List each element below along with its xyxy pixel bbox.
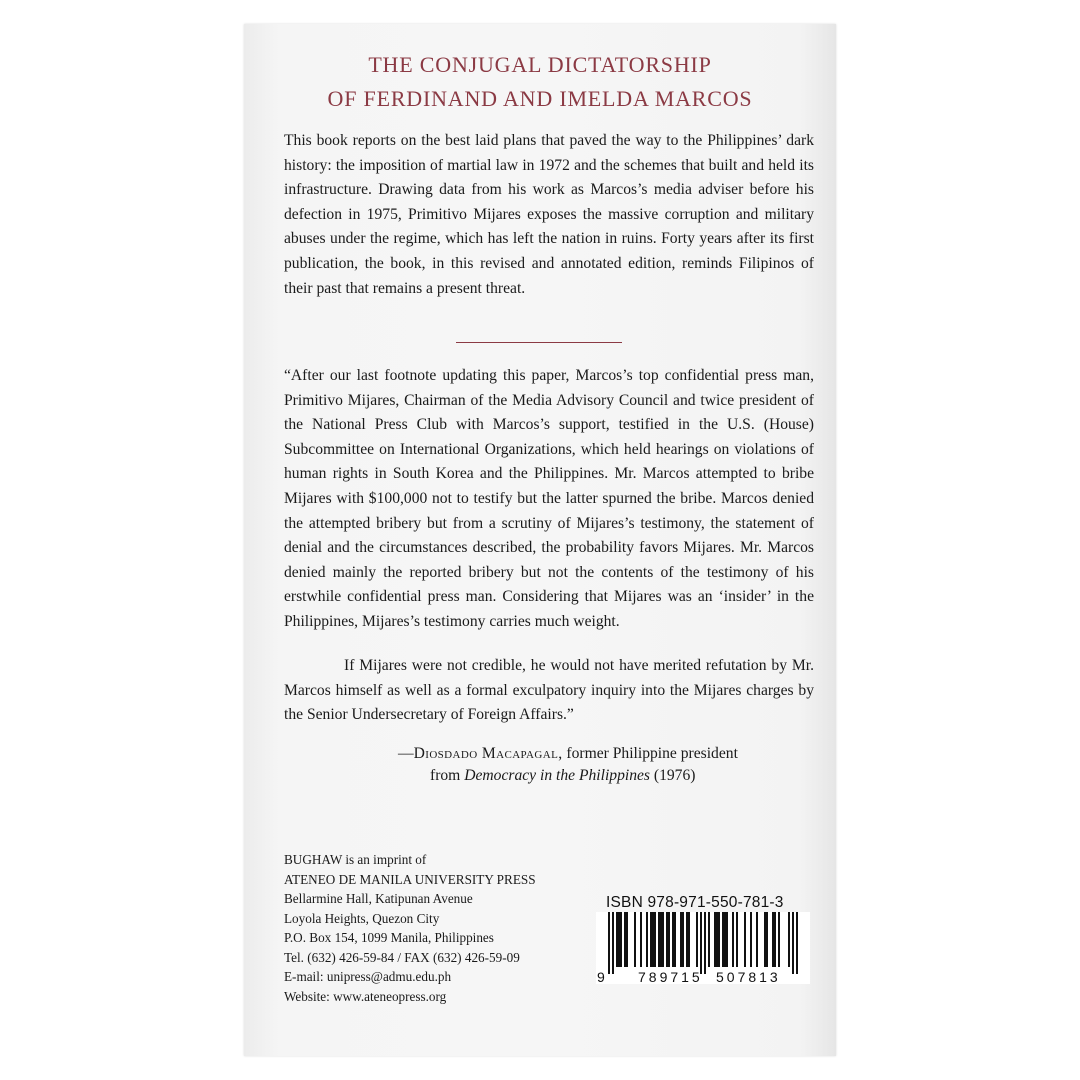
divider-rule [456, 342, 622, 343]
barcode-bar [658, 912, 660, 967]
source-from: from [430, 767, 465, 784]
barcode-bar [616, 912, 618, 967]
title-line-1: THE CONJUGAL DICTATORSHIP [368, 52, 712, 77]
barcode-bar [688, 912, 690, 967]
barcode-bar [626, 912, 628, 967]
imprint-line: Website: www.ateneopress.org [284, 988, 447, 1004]
book-title [244, 48, 836, 116]
isbn-label: ISBN 978-971-550-781-3 [606, 894, 784, 911]
imprint-line: ATENEO DE MANILA UNIVERSITY PRESS [284, 871, 536, 887]
source-title: Democracy in the Philippines [464, 767, 650, 784]
barcode-bar [778, 912, 780, 967]
barcode-bar [774, 912, 776, 967]
attribution-dash: — [398, 745, 414, 762]
barcode-bar [716, 912, 718, 967]
barcode-bar [736, 912, 738, 967]
barcode-bar [660, 912, 662, 967]
barcode-bar [618, 912, 620, 967]
barcode-bar [654, 912, 656, 967]
imprint-line: Loyola Heights, Quezon City [284, 910, 440, 926]
attribution-name: Diosdado Macapagal, [413, 745, 563, 762]
barcode-bar [624, 912, 626, 967]
barcode-digits-right: 507813 [716, 969, 781, 984]
barcode-bar [650, 912, 652, 967]
barcode-bar [696, 912, 698, 967]
barcode-bar [704, 912, 706, 974]
barcode-bar [682, 912, 684, 967]
barcode-bar [652, 912, 654, 967]
barcode-bar [674, 912, 676, 967]
barcode-digits-left: 789715 [638, 969, 703, 984]
barcode-bar [646, 912, 648, 967]
attribution-role: former Philippine president [562, 745, 738, 762]
barcode-bar [724, 912, 726, 967]
barcode-bar [796, 912, 798, 974]
barcode-bar [764, 912, 766, 967]
barcode-bar [612, 912, 614, 974]
barcode-bar [726, 912, 728, 967]
barcode-bar [686, 912, 688, 967]
barcode-bar [722, 912, 724, 967]
source-year: (1976) [650, 767, 696, 784]
barcode-bar [700, 912, 702, 974]
barcode-bar [666, 912, 668, 967]
book-back-cover [244, 24, 836, 1056]
barcode-bar [756, 912, 758, 967]
publisher-imprint [284, 850, 614, 1006]
barcode-bar [744, 912, 746, 967]
title-line-2: OF FERDINAND AND IMELDA MARCOS [327, 86, 753, 111]
quote-paragraph-1: “After our last footnote updating this paper, Marcos’s top confidential press man, Primitivo Mijares, Chairman of the Media Advisory Council and twice president of the National Press Club with Marcos’s support, testified in the U.S. (House) Subcommittee on International Organizations, which held hearings on violations of human rights in South Korea and the Philippines. Mr. Marcos attempted to bribe Mijares with $100,000 not to testify but the latter spurned the bribe. Marcos denied the attempted bribery but from a scrutiny of Mijares’s testimony, the statement of denial and the circumstances described, the probability favors Mijares. Mr. Marcos denied mainly the reported bribery but not the contents of the testimony of his erstwhile confidential press man. Considering that Mijares was an ‘insider’ in the Philippines, Mijares’s testimony carries much weight. [284, 367, 814, 630]
barcode-bar [640, 912, 642, 967]
imprint-line: E-mail: unipress@admu.edu.ph [284, 969, 452, 984]
barcode-digit-first: 9 [597, 969, 605, 984]
barcode-bar [732, 912, 734, 967]
imprint-line: Bellarmine Hall, Katipunan Avenue [284, 891, 473, 906]
quote-paragraph-2: If Mijares were not credible, he would not have merited refutation by Mr. Marcos himself as well as a formal exculpatory inquiry into the Mijares charges by the Senior Undersecretary of Foreign Affairs.” [284, 657, 814, 724]
barcode-bar [718, 912, 720, 967]
barcode-bar [792, 912, 794, 974]
barcode-bar [766, 912, 768, 967]
blurb-paragraph: This book reports on the best laid plans that paved the way to the Philippines’ dark history: the imposition of martial law in 1972 and the schemes that built and held its infrastructure. Drawing data from his work as Marcos’s media adviser before his defection in 1975, Primitivo Mijares exposes the massive corruption and military abuses under the regime, which has left the nation in ruins. Forty years after its first publication, the book, in this revised and annotated edition, reminds Filipinos of their past that remains a present threat. [284, 132, 814, 297]
barcode-bar [708, 912, 710, 967]
barcode-bar [672, 912, 674, 967]
barcode-bar [714, 912, 716, 967]
barcode-bar [608, 912, 610, 974]
attribution-source [398, 765, 818, 787]
barcode-bar [788, 912, 790, 967]
quote-attribution [398, 743, 818, 787]
barcode-bar [620, 912, 622, 967]
imprint-line: BUGHAW is an imprint of [284, 852, 427, 867]
barcode-bar [662, 912, 664, 967]
imprint-line: Tel. (632) 426-59-84 / FAX (632) 426-59-09 [284, 949, 520, 965]
barcode [596, 912, 810, 984]
barcode-bar [668, 912, 670, 967]
barcode-bar [680, 912, 682, 967]
barcode-bar [634, 912, 636, 967]
imprint-line: P.O. Box 154, 1099 Manila, Philippines [284, 930, 494, 945]
barcode-bar [772, 912, 774, 967]
barcode-bar [750, 912, 752, 967]
